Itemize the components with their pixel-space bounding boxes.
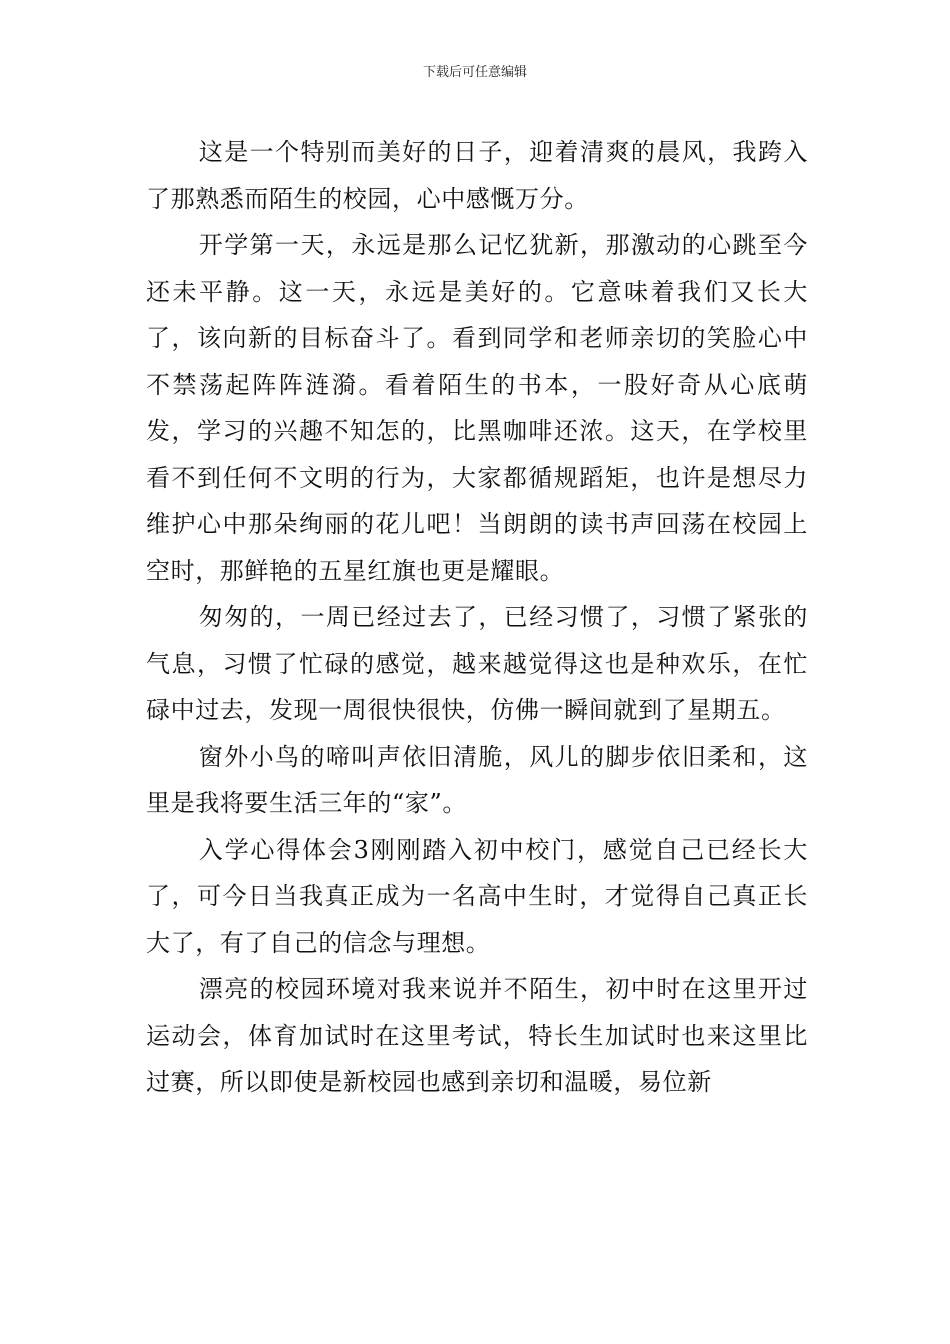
paragraph-4: 窗外小鸟的啼叫声依旧清脆，风儿的脚步依旧柔和，这里是我将要生活三年的“家”。 [146,742,808,817]
paragraph-3: 匆匆的，一周已经过去了，已经习惯了，习惯了紧张的气息，习惯了忙碌的感觉，越来越觉得这也是种欢乐，在忙碌中过去，发现一周很快很快，仿佛一瞬间就到了星期五。 [146,603,808,724]
paragraph-5: 入学心得体会3刚刚踏入初中校门，感觉自己已经长大了，可今日当我真正成为一名高中生时，才觉得自己真正长大了，有了自己的信念与理想。 [146,835,808,957]
paragraph-1: 这是一个特别而美好的日子，迎着清爽的晨风，我跨入了那熟悉而陌生的校园，心中感慨万分。 [146,138,808,213]
document-body [146,129,808,1106]
paragraph-6: 漂亮的校园环境对我来说并不陌生，初中时在这里开过运动会，体育加试时在这里考试，特长生加试时也来这里比过赛，所以即使是新校园也感到亲切和温暖，易位新 [146,975,808,1096]
paragraph-2: 开学第一天，永远是那么记忆犹新，那激动的心跳至今还未平静。这一天，永远是美好的。它意味着我们又长大了，该向新的目标奋斗了。看到同学和老师亲切的笑脸心中不禁荡起阵阵涟漪。看着陌生的书本，一股好奇从心底萌发，学习的兴趣不知怎的，比黑咖啡还浓。这天，在学校里看不到任何不文明的行为，大家都循规蹈矩，也许是想尽力维护心中那朵绚丽的花儿吧！当朗朗的读书声回荡在校园上空时，那鲜艳的五星红旗也更是耀眼。 [146,231,808,585]
page-header-note: 下载后可任意编辑 [422,65,527,80]
